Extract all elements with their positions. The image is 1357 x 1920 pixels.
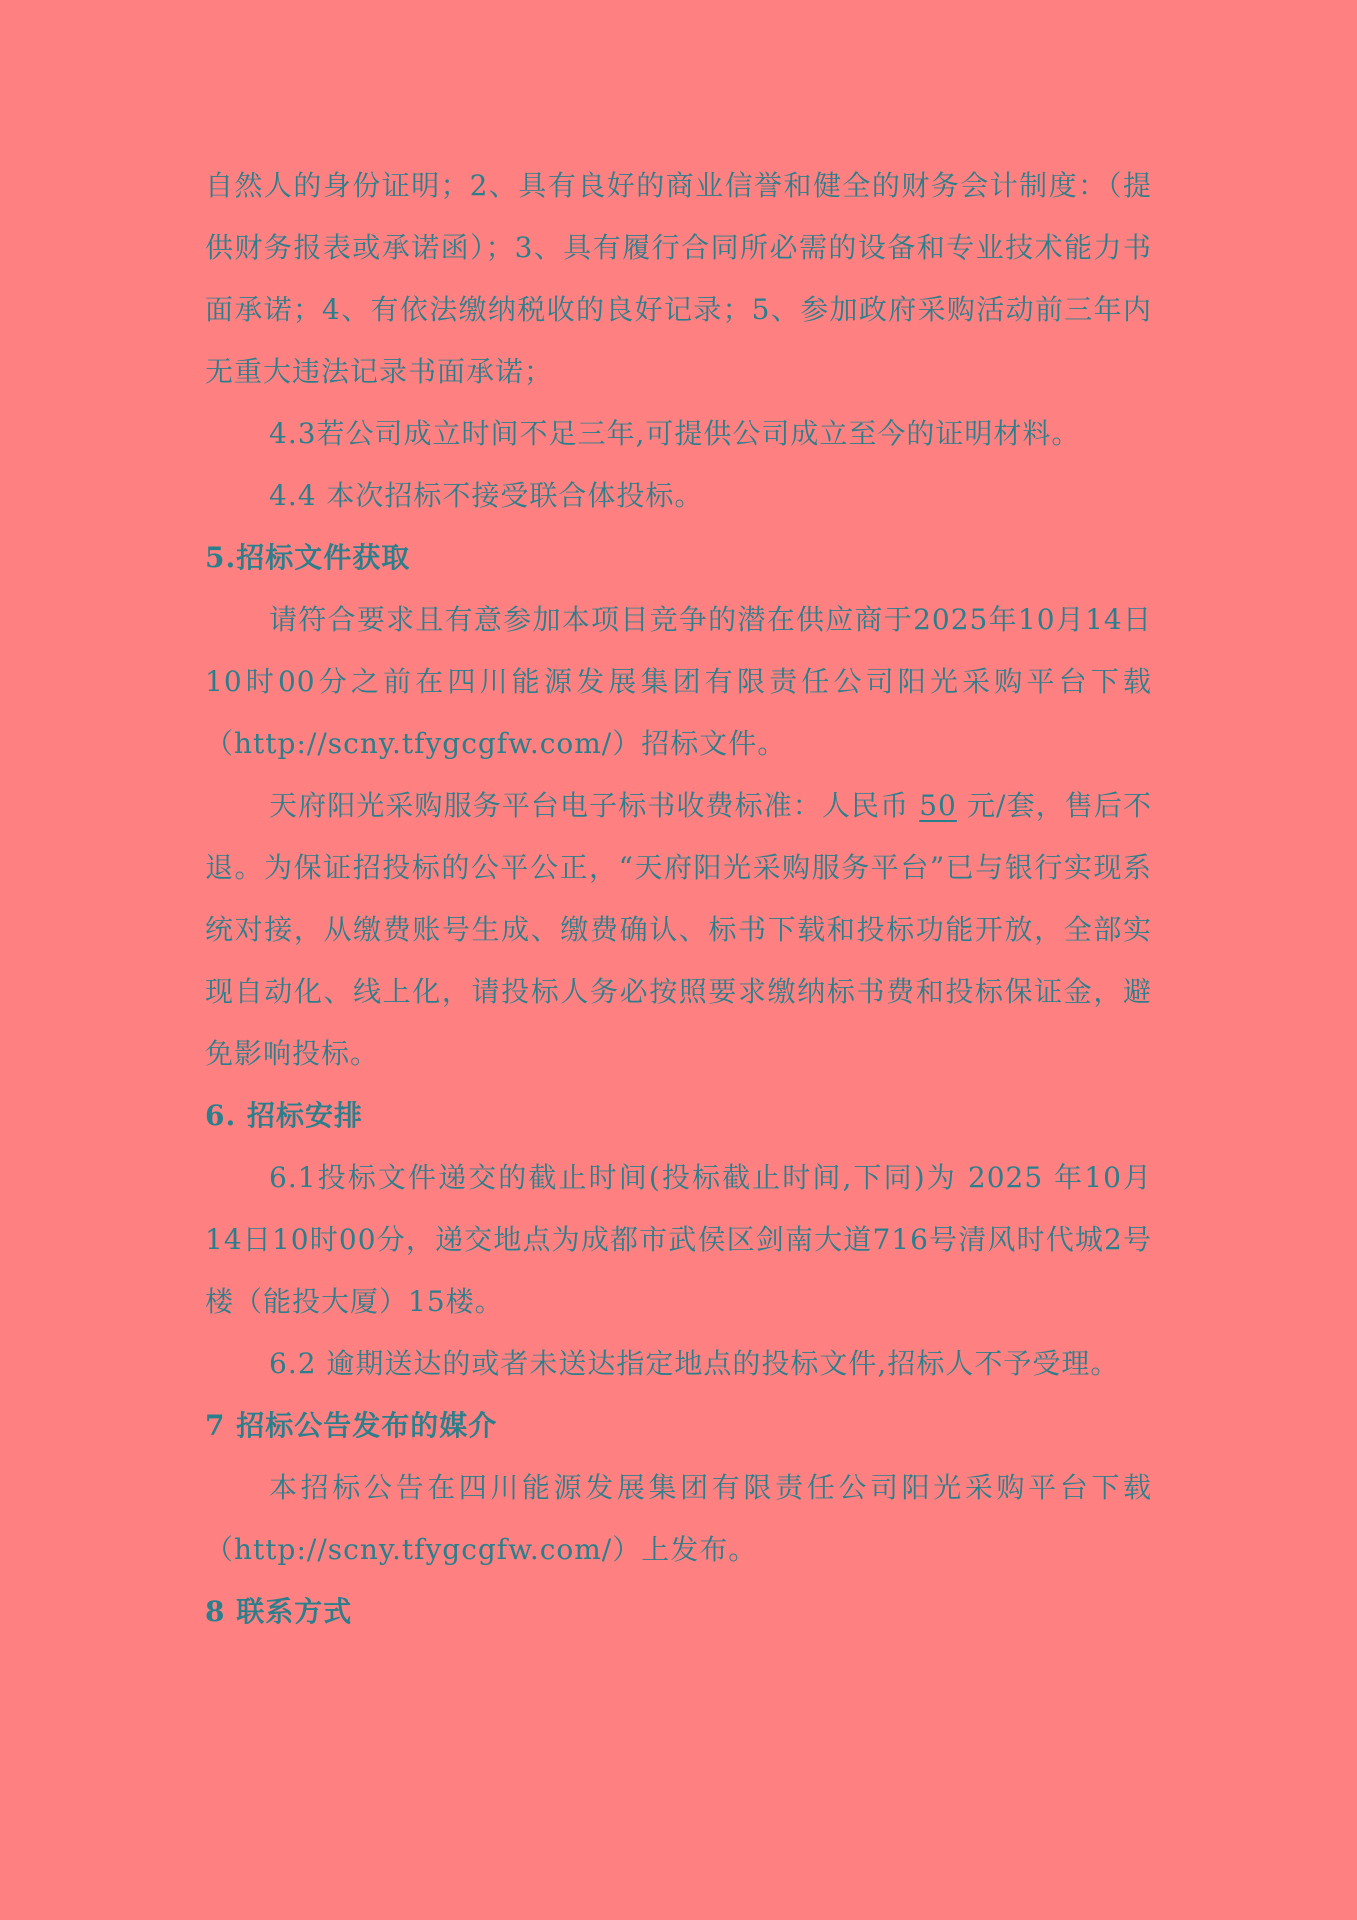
document-acquisition-paragraph: 请符合要求且有意参加本项目竞争的潜在供应商于2025年10月14日10时00分之前在四川能源发展集团有限责任公司阳光采购平台下载（http://scny.tfygcgfw.com/）招标文件。 <box>205 603 1152 760</box>
fee-standard-paragraph <box>205 775 1152 1085</box>
fee-text-after: 元/套，售后不退。为保证招投标的公平公正，“天府阳光采购服务平台”已与银行实现系统对接，从缴费账号生成、缴费确认、标书下载和投标功能开放，全部实现自动化、线上化，请投标人务必按照要求缴纳标书费和投标保证金，避免影响投标。 <box>205 789 1152 1070</box>
clause-4-4-paragraph: 4.4 本次招标不接受联合体投标。 <box>269 479 704 512</box>
fee-text-before: 天府阳光采购服务平台电子标书收费标准：人民币 <box>269 789 910 822</box>
qualification-continued-paragraph: 自然人的身份证明；2、具有良好的商业信誉和健全的财务会计制度：（提供财务报表或承诺函）；3、具有履行合同所必需的设备和专业技术能力书面承诺；4、有依法缴纳税收的良好记录；5、参加政府采购活动前三年内无重大违法记录书面承诺； <box>205 169 1152 388</box>
section-5-heading: 5.招标文件获取 <box>205 541 411 574</box>
section-7-heading: 7 招标公告发布的媒介 <box>205 1409 498 1442</box>
clause-4-3-paragraph: 4.3若公司成立时间不足三年,可提供公司成立至今的证明材料。 <box>269 417 1081 450</box>
clause-6-2-paragraph: 6.2 逾期送达的或者未送达指定地点的投标文件,招标人不予受理。 <box>269 1347 1120 1380</box>
publication-media-paragraph: 本招标公告在四川能源发展集团有限责任公司阳光采购平台下载（http://scny.tfygcgfw.com/）上发布。 <box>205 1471 1152 1566</box>
clause-6-1-paragraph: 6.1投标文件递交的截止时间(投标截止时间,下同)为 2025 年10月14日10时00分，递交地点为成都市武侯区剑南大道716号清风时代城2号楼（能投大厦）15楼。 <box>205 1161 1152 1318</box>
fee-amount: 50 <box>919 789 957 822</box>
section-8-heading: 8 联系方式 <box>205 1595 353 1628</box>
section-6-heading: 6. 招标安排 <box>205 1099 363 1132</box>
